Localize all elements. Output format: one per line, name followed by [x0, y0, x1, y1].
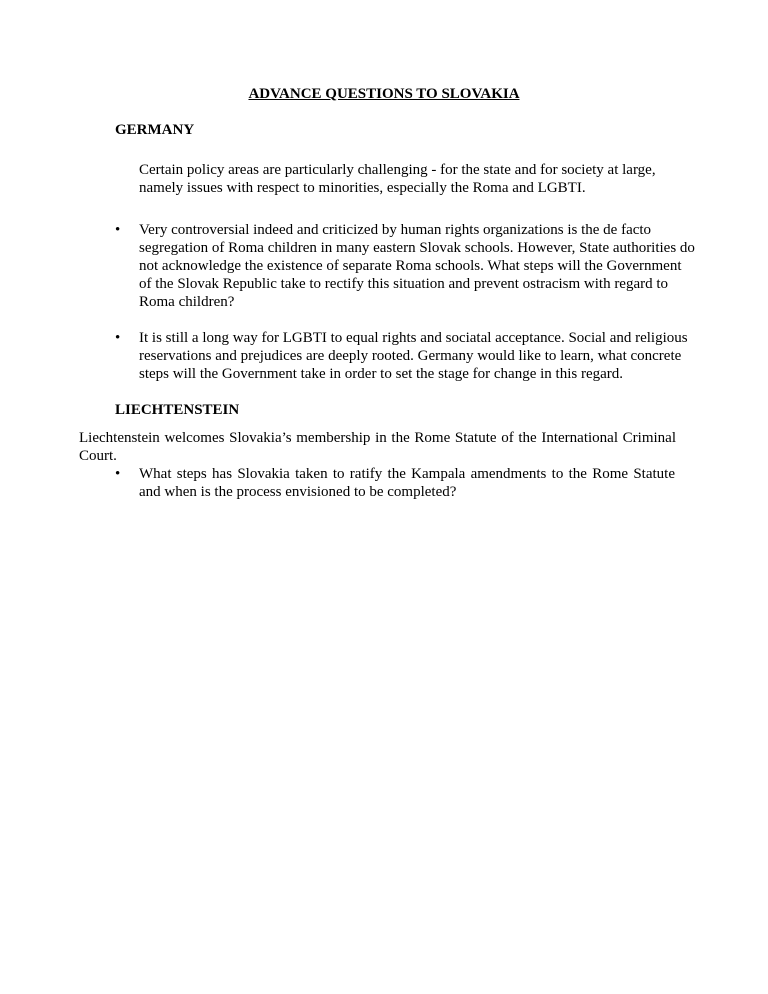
germany-question-list [115, 221, 695, 383]
document-title: ADVANCE QUESTIONS TO SLOVAKIA [248, 86, 520, 102]
bullet-icon: • [115, 330, 121, 346]
bullet-icon: • [115, 222, 121, 238]
bullet-icon: • [115, 466, 121, 482]
list-item [115, 465, 675, 501]
germany-question-1: Very controversial indeed and criticized by human rights organizations is the de facto segregation of Roma children in many eastern Slovak schools. However, State authorities do not acknowledge the existence of separate Roma schools. What steps will the Government of the Slovak Republic take to rectify this situation and prevent ostracism with regard to Roma children? [139, 222, 695, 310]
section-heading-germany: GERMANY [115, 122, 195, 138]
list-item [115, 329, 695, 383]
germany-intro-paragraph: Certain policy areas are particularly challenging - for the state and for society at large, namely issues with respect to minorities, especially the Roma and LGBTI. [139, 162, 656, 196]
liechtenstein-question-1: What steps has Slovakia taken to ratify the Kampala amendments to the Rome Statute and when is the process envisioned to be completed? [139, 466, 675, 500]
liechtenstein-question-list [115, 465, 675, 501]
list-item [115, 221, 695, 311]
section-heading-liechtenstein: LIECHTENSTEIN [115, 402, 240, 418]
liechtenstein-intro-paragraph: Liechtenstein welcomes Slovakia’s membership in the Rome Statute of the International Criminal Court. [79, 430, 676, 464]
germany-question-2: It is still a long way for LGBTI to equal rights and sociatal acceptance. Social and religious reservations and prejudices are deeply rooted. Germany would like to learn, what concrete steps will the Government take in order to set the stage for change in this regard. [139, 330, 688, 382]
